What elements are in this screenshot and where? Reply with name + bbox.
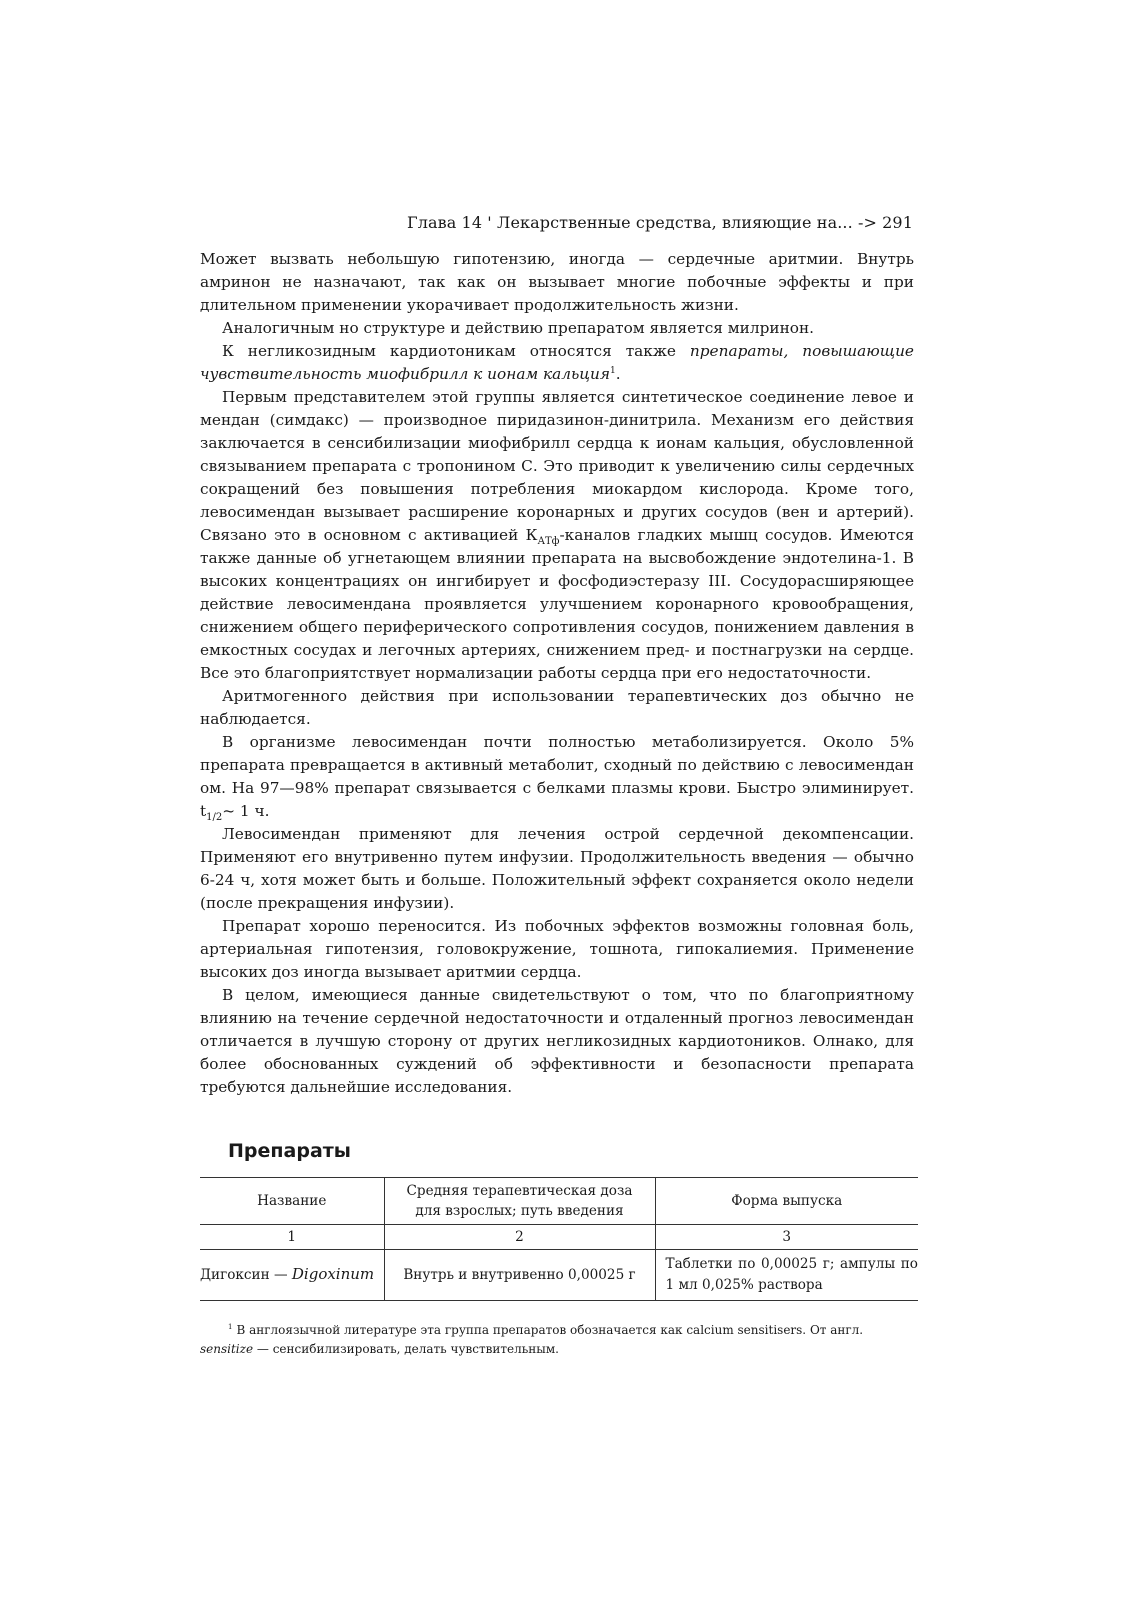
paragraph-4-end: -каналов гладких мышц сосудов. Имеются также данные об угнетающем влиянии препарата на высвобождение эндотелина-1. В высоких концентрациях он ингибирует и фосфодиэстеразу III. Сосудорасширяющее действие левосимендана проявляется улучшением коронарного кровообращения, снижением общего периферического сопротивления сосудов, понижением давления в емкостных сосудах и легочных артериях, снижением пред- и постнагрузки на сердце. Все это благоприятствует нормализации работы сердца при его недостаточности. (200, 526, 914, 682)
header-name: Название (200, 1178, 384, 1225)
footnote-emphasis: sensitize (200, 1342, 254, 1356)
paragraph-3-text: К негликозидным кардиотоникам относятся также (222, 342, 690, 360)
column-number: 3 (655, 1225, 918, 1250)
paragraph-6-text: В организме левосимендан почти полностью метаболизируется. Около 5% препарата превращается в активный метаболит, сходный по действию с левосимендан ом. На 97—98% препарат связывается с белками плазмы крови. Быстро элиминирует. t (200, 733, 914, 820)
katp-subscript: АТф (537, 536, 560, 548)
header-form: Форма выпуска (655, 1178, 918, 1225)
drug-name-ru: Дигоксин — (200, 1267, 292, 1283)
footnote-mark: 1 (228, 1323, 233, 1331)
body-text (200, 248, 914, 1099)
paragraph-7: Левосимендан применяют для лечения острой сердечной декомпенсации. Применяют его внутривенно путем инфузии. Продолжительность введения — обычно 6-24 ч, хотя может быть и больше. Положительный эффект сохраняется около недели (после прекращения инфузии). (200, 825, 914, 912)
running-header: Глава 14 ' Лекарственные средства, влияющие на... -> 291 (407, 213, 913, 232)
header-dose-line-2: для взрослых; путь введения (415, 1203, 624, 1219)
paragraph-9: В целом, имеющиеся данные свидетельствуют о том, что по благоприятному влиянию на течение сердечной недостаточности и отдаленный прогноз левосимендан отличается в лучшую сторону от других негликозидных кардиотоников. Олнако, для более обоснованных суждений об эффективности и безопасности препарата требуются дальнейшие исследования. (200, 986, 914, 1096)
drug-dose-cell: Внутрь и внутривенно 0,00025 г (384, 1250, 655, 1301)
paragraph-3 (200, 340, 914, 386)
paragraph-2: Аналогичным но структуре и действию препаратом является милринон. (222, 319, 815, 337)
paragraph-4 (200, 386, 914, 685)
paragraph-8: Препарат хорошо переносится. Из побочных эффектов возможны головная боль, артериальная гипотензия, головокружение, тошнота, гипокалиемия. Применение высоких доз иногда вызывает аритмии сердца. (200, 917, 914, 981)
column-number: 2 (384, 1225, 655, 1250)
paragraph-1: Может вызвать небольшую гипотензию, иногда — сердечные аритмии. Внутрь амринон не назначают, так как он вызывает многие побочные эффекты и при длительном применении укорачивает продолжительность жизни. (200, 250, 914, 314)
footnote-reference[interactable]: 1 (609, 365, 616, 376)
paragraph-3-emphasis: препараты, повышающие чувствительность миофибрилл к ионам кальция (200, 342, 914, 383)
column-number-row (200, 1225, 918, 1250)
drug-name-cell (200, 1250, 384, 1301)
footnote (200, 1318, 880, 1359)
paragraph-5: Аритмогенного действия при использовании терапевтических доз обычно не наблюдается. (200, 687, 914, 728)
drugs-table (200, 1177, 918, 1301)
half-life-subscript: 1/2 (206, 812, 223, 824)
table-row (200, 1250, 918, 1301)
paragraph-3-end: . (615, 365, 621, 383)
column-number: 1 (200, 1225, 384, 1250)
table-header-row (200, 1178, 918, 1225)
drug-name-latin: Digoxinum (291, 1265, 375, 1283)
section-title: Препараты (228, 1140, 351, 1162)
drug-form-cell: Таблетки по 0,00025 г; ампулы по 1 мл 0,025% раствора (655, 1250, 918, 1301)
paragraph-4-text: Первым представителем этой группы является синтетическое соединение левое и мендан (симдакс) — производное пиридазинон-динитрила. Механизм его действия заключается в сенсибилизации миофибрилл сердца к ионам кальция, обусловленной связыванием препарата с тропонином С. Это приводит к увеличению силы сердечных сокращений без повышения потребления миокардом кислорода. Кроме того, левосимендан вызывает расширение коронарных и других сосудов (вен и артерий). Связано это в основном с активацией К (200, 388, 914, 544)
footnote-text-end: — сенсибилизировать, делать чувствительным. (253, 1342, 559, 1356)
paragraph-6-end: ~ 1 ч. (222, 802, 270, 820)
footnote-text: В англоязычной литературе эта группа препаратов обозначается как calcium sensitisers. От англ. (236, 1323, 864, 1337)
header-dose (384, 1178, 655, 1225)
paragraph-6 (200, 731, 914, 823)
header-dose-line-1: Средняя терапевтическая доза (406, 1183, 633, 1199)
